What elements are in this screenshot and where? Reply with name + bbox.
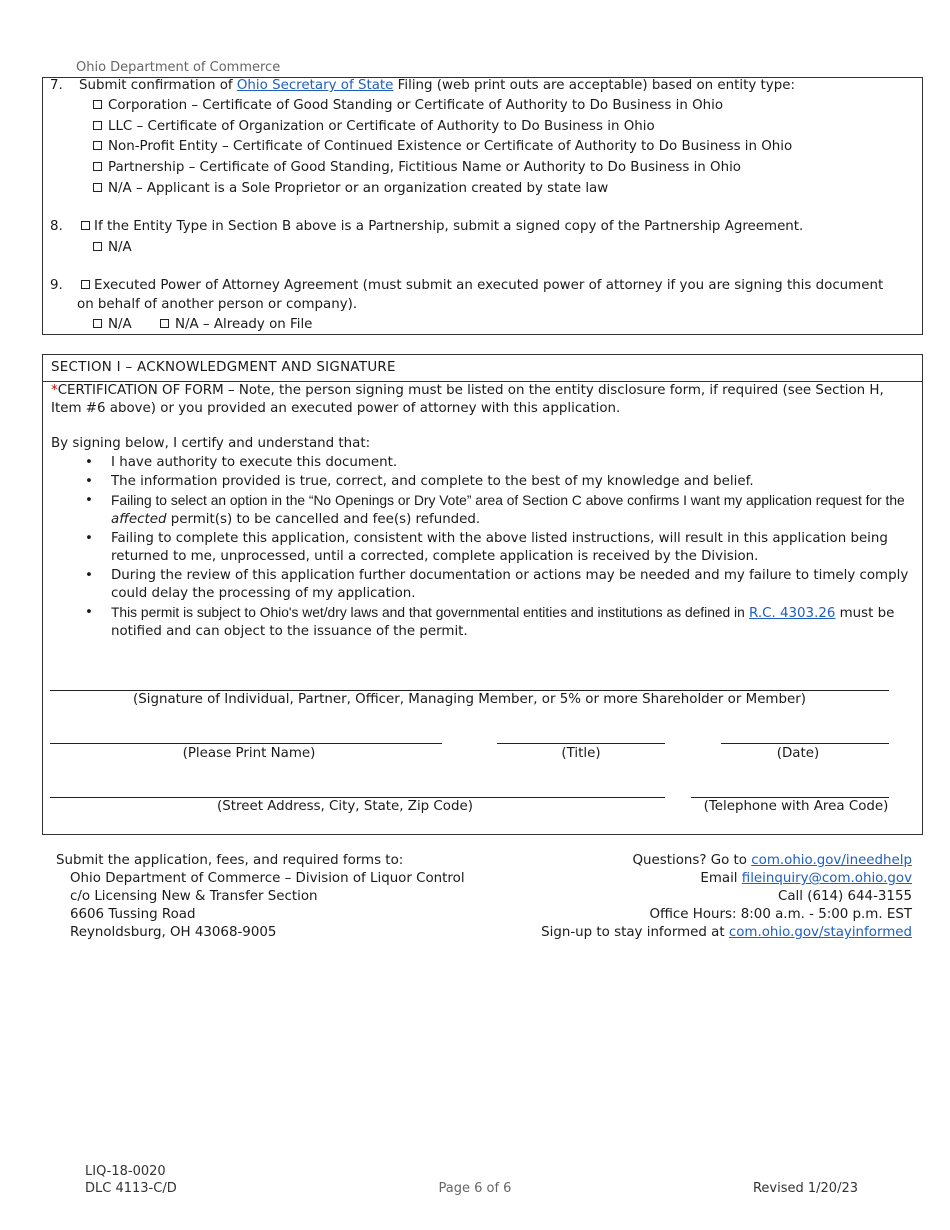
print-name-line[interactable] [50, 743, 442, 744]
section-i-title: SECTION I – ACKNOWLEDGMENT AND SIGNATURE [43, 355, 922, 382]
item-9-text-line1: Executed Power of Attorney Agreement (must submit an executed power of attorney if you are signing this document [94, 278, 884, 293]
signature-caption: (Signature of Individual, Partner, Officer, Managing Member, or 5% or more Shareholder or Member) [133, 692, 806, 707]
checkbox[interactable] [93, 100, 102, 109]
section-h-box [42, 77, 923, 335]
contact-signup [541, 924, 912, 942]
option-label: N/A – Applicant is a Sole Proprietor or an organization created by state law [108, 181, 609, 196]
contact-label: Questions? Go to [632, 853, 747, 868]
stayinformed-link[interactable]: com.ohio.gov/stayinformed [728, 925, 912, 940]
list-item [51, 473, 913, 491]
print-name-caption: (Please Print Name) [182, 746, 316, 761]
header-agency: Ohio Department of Commerce [76, 60, 281, 75]
date-caption: (Date) [776, 746, 820, 761]
submit-line: 6606 Tussing Road [70, 907, 196, 922]
submit-line: Ohio Department of Commerce – Division of Liquor Control [70, 871, 465, 886]
item-7-option-na [93, 180, 608, 198]
list-item-text: The information provided is true, correct, and complete to the best of my knowledge and belief. [111, 474, 754, 489]
item-8-checkbox[interactable] [81, 221, 90, 230]
cert-text: – Note, the person signing must be listed on the entity disclosure form, if required (see Section H, Item #6 above) or you provided an executed power of attorney with this application. [51, 383, 884, 416]
address-caption: (Street Address, City, State, Zip Code) [217, 799, 473, 814]
item-7-option-partnership [93, 159, 741, 177]
checkbox[interactable] [93, 319, 102, 328]
list-item [51, 604, 913, 641]
revised-date: Revised 1/20/23 [752, 1181, 858, 1196]
list-item-text: must be notified and can object to the issuance of the permit. [111, 606, 895, 639]
contact-label: Sign-up to stay informed at [541, 925, 725, 940]
item-7-option-corporation [93, 97, 723, 115]
option-label: Partnership – Certificate of Good Standing, Fictitious Name or Authority to Do Business in Ohio [108, 160, 741, 175]
form-number: LIQ-18-0020 [85, 1164, 166, 1179]
secretary-of-state-link[interactable]: Ohio Secretary of State [236, 78, 394, 93]
cert-heading: CERTIFICATION OF FORM [57, 383, 224, 398]
contact-label: Email [700, 871, 738, 886]
list-item-text: I have authority to execute this document. [111, 455, 398, 470]
checkbox[interactable] [93, 242, 102, 251]
list-item-text: Failing to select an option in the “No Openings or Dry Vote” area of Section C above confirms I want my application request for the [111, 493, 905, 508]
checkbox[interactable] [93, 141, 102, 150]
title-line[interactable] [497, 743, 665, 744]
submit-line: c/o Licensing New & Transfer Section [70, 889, 318, 904]
checkbox[interactable] [93, 183, 102, 192]
certification-of-form [51, 382, 913, 418]
item-8-option-na [93, 239, 132, 257]
option-label: N/A – Already on File [174, 317, 313, 332]
date-line[interactable] [721, 743, 889, 744]
required-asterisk: * [51, 383, 58, 398]
submit-line: Reynoldsburg, OH 43068-9005 [70, 925, 277, 940]
contact-block [541, 852, 912, 942]
item-9-number: 9. [50, 278, 63, 293]
certify-intro: By signing below, I certify and understand that: [51, 436, 371, 451]
contact-hours: Office Hours: 8:00 a.m. - 5:00 p.m. EST [649, 907, 912, 922]
list-item [51, 454, 913, 472]
item-9-text-line2: on behalf of another person or company). [77, 297, 358, 312]
list-item-text: Failing to complete this application, consistent with the above listed instructions, will result in this application being returned to me, unprocessed, until a corrected, complete application is received by the Division. [111, 531, 888, 564]
option-label: N/A [108, 240, 132, 255]
submit-heading: Submit the application, fees, and required forms to: [56, 853, 404, 868]
list-item-text: This permit is subject to Ohio's wet/dry laws and that governmental entities and institutions as defined in [111, 605, 745, 620]
contact-email [541, 870, 912, 888]
item-7-text-before: Submit confirmation of [79, 78, 233, 93]
checkbox[interactable] [93, 121, 102, 130]
checkbox[interactable] [160, 319, 169, 328]
option-label: Non-Profit Entity – Certificate of Continued Existence or Certificate of Authority to Do Business in Ohio [108, 139, 793, 154]
contact-phone: Call (614) 644-3155 [778, 889, 912, 904]
item-8-text: If the Entity Type in Section B above is a Partnership, submit a signed copy of the Partnership Agreement. [94, 219, 804, 234]
submit-to-block [56, 852, 465, 942]
list-item-text: During the review of this application further documentation or actions may be needed and my failure to timely comply could delay the processing of my application. [111, 568, 909, 601]
option-label: N/A [108, 317, 132, 332]
option-label: LLC – Certificate of Organization or Certificate of Authority to Do Business in Ohio [108, 119, 655, 134]
option-label: Corporation – Certificate of Good Standing or Certificate of Authority to Do Business in Ohio [108, 98, 724, 113]
dlc-number: DLC 4113-C/D [85, 1181, 177, 1196]
title-caption: (Title) [561, 746, 601, 761]
contact-questions [541, 852, 912, 870]
checkbox[interactable] [93, 162, 102, 171]
section-i-box [42, 354, 923, 835]
phone-caption: (Telephone with Area Code) [703, 799, 889, 814]
list-item [51, 567, 913, 603]
item-7 [50, 77, 795, 95]
item-7-option-nonprofit [93, 138, 792, 156]
item-9 [50, 277, 883, 295]
list-item-emphasis: affected [111, 512, 167, 527]
certification-list [51, 454, 913, 642]
email-link[interactable]: fileinquiry@com.ohio.gov [741, 871, 912, 886]
item-7-number: 7. [50, 78, 63, 93]
item-7-option-llc [93, 118, 655, 136]
item-9-checkbox[interactable] [81, 280, 90, 289]
item-8 [50, 218, 803, 236]
list-item-text: permit(s) to be cancelled and fee(s) refunded. [170, 512, 481, 527]
rc-4303-26-link[interactable]: R.C. 4303.26 [749, 606, 836, 621]
ineedhelp-link[interactable]: com.ohio.gov/ineedhelp [751, 853, 912, 868]
list-item [51, 530, 913, 566]
page-number: Page 6 of 6 [438, 1181, 512, 1196]
item-8-number: 8. [50, 219, 63, 234]
list-item [51, 492, 913, 529]
item-7-text-after: Filing (web print outs are acceptable) based on entity type: [397, 78, 795, 93]
item-9-options [93, 316, 312, 334]
